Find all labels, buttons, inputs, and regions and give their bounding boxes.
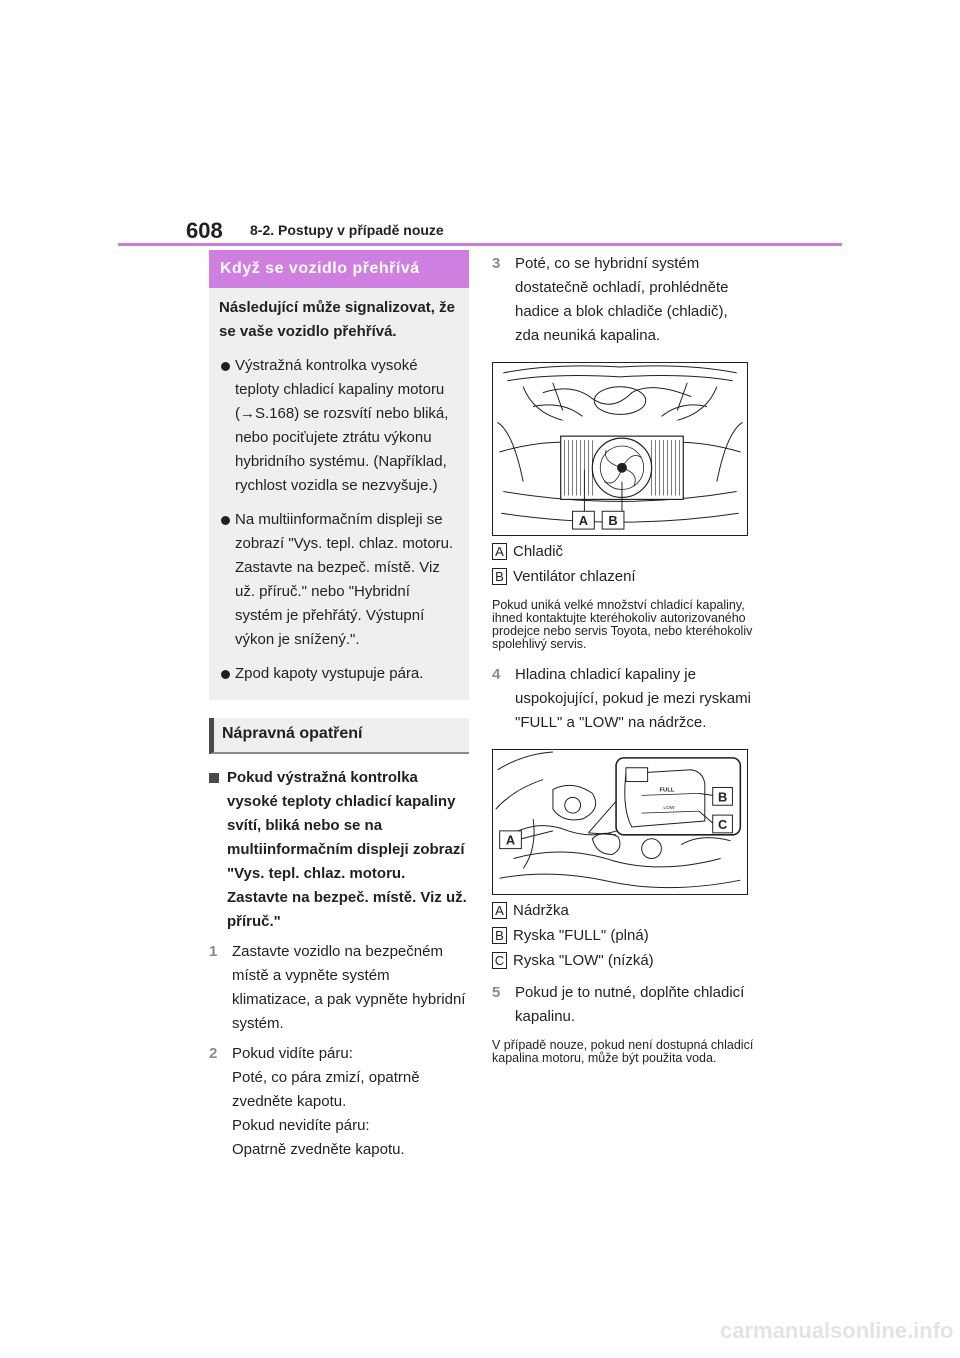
callout-c: C xyxy=(717,816,728,832)
bullet-text: Na multiinformačním displeji se zobrazí "Vys. tepl. chlaz. motoru. Zastavte na bezpeč. místě. Viz už. příruč." nebo "Hybridní systém je přehřátý. Výstupní výkon je snížený.". xyxy=(235,511,454,648)
bullet-item xyxy=(219,508,459,652)
callout-a: A xyxy=(578,513,589,529)
step-line: Poté, co pára zmizí, opatrně zvedněte kapotu. xyxy=(232,1069,420,1110)
remedy-heading: Nápravná opatření xyxy=(209,718,469,754)
step-4 xyxy=(492,663,754,735)
step-number: 3 xyxy=(492,255,501,272)
step-1 xyxy=(209,940,469,1036)
legend-letter: B xyxy=(492,927,507,944)
coolant-tank-drawing xyxy=(493,750,747,894)
warning-intro: Následující může signalizovat, že se vaše vozidlo přehřívá. xyxy=(219,299,455,340)
bullet-item xyxy=(219,662,459,686)
legend-letter: B xyxy=(492,568,507,585)
step-line: Pokud vidíte páru: xyxy=(232,1045,353,1062)
step-2 xyxy=(209,1042,469,1162)
step-line: Opatrně zvedněte kapotu. xyxy=(232,1141,405,1158)
condition-text: Pokud výstražná kontrolka vysoké teploty chladicí kapaliny svítí, bliká nebo se na multiinformačním displeji zobrazí "Vys. tepl. chlaz. motoru. Zastavte na bezpeč. místě. Viz už. příruč." xyxy=(227,769,467,930)
legend-item xyxy=(492,899,754,923)
callout-b: B xyxy=(608,513,618,529)
callout-a: A xyxy=(505,832,516,848)
condition-item xyxy=(209,766,469,934)
step-text: Zastavte vozidlo na bezpečném místě a vypněte systém klimatizace, a pak vypněte hybridní systém. xyxy=(232,943,466,1032)
legend-item xyxy=(492,924,754,948)
legend-text: Chladič xyxy=(513,543,564,560)
section-title: 8-2. Postupy v případě nouze xyxy=(250,222,444,238)
watermark: carmanualsonline.info xyxy=(720,1318,954,1343)
bullet-dot-icon xyxy=(221,516,230,525)
bullet-text: Výstražná kontrolka vysoké teploty chladicí kapaliny motoru (→S.168) se rozsvítí nebo bliká, nebo pociťujete ztrátu výkonu hybridního systému. (Například, rychlost vozidla se nezvyšuje.) xyxy=(235,357,449,494)
bullet-dot-icon xyxy=(221,670,230,679)
reservoir-cap xyxy=(626,768,648,782)
right-column xyxy=(492,252,754,1065)
legend-item xyxy=(492,540,754,564)
legend-text: Ryska "LOW" (nízká) xyxy=(513,952,654,969)
legend-text: Nádržka xyxy=(513,902,569,919)
bullet-text: Zpod kapoty vystupuje pára. xyxy=(235,665,424,682)
legend-item xyxy=(492,949,754,973)
overheat-heading: Když se vozidlo přehřívá xyxy=(209,250,469,288)
bullet-item xyxy=(219,354,459,498)
step-number: 1 xyxy=(209,943,218,960)
legend-letter: C xyxy=(492,952,507,969)
radiator-illustration xyxy=(492,362,748,536)
header-rule xyxy=(118,243,842,246)
tank-full-mark: FULL xyxy=(659,787,675,794)
legend-letter: A xyxy=(492,902,507,919)
legend-item xyxy=(492,565,754,589)
bullet-dot-icon xyxy=(221,362,230,371)
fan-hub xyxy=(617,463,627,473)
step-number: 5 xyxy=(492,984,501,1001)
tank-low-mark: LOW xyxy=(663,806,675,812)
square-bullet-icon xyxy=(209,773,219,783)
water-note: V případě nouze, pokud není dostupná chladicí kapalina motoru, může být použita voda. xyxy=(492,1038,754,1065)
step-3 xyxy=(492,252,754,348)
coolant-tank-illustration xyxy=(492,749,748,895)
page-number: 608 xyxy=(186,218,223,243)
leak-note: Pokud uniká velké množství chladicí kapaliny, ihned kontaktujte kteréhokoliv autorizovaného prodejce nebo servis Toyota, nebo kteréhokoliv spolehlivý servis. xyxy=(492,598,753,651)
legend-text: Ryska "FULL" (plná) xyxy=(513,927,649,944)
legend-letter: A xyxy=(492,543,507,560)
step-line: Pokud nevidíte páru: xyxy=(232,1117,370,1134)
callout-b: B xyxy=(717,789,728,805)
left-column xyxy=(209,250,469,1162)
step-5 xyxy=(492,981,754,1029)
step-number: 4 xyxy=(492,666,501,683)
step-text: Hladina chladicí kapaliny je uspokojující, pokud je mezi ryskami "FULL" a "LOW" na nádržce. xyxy=(515,666,751,731)
radiator-drawing xyxy=(493,363,747,535)
step-text: Poté, co se hybridní systém dostatečně ochladí, prohlédněte hadice a blok chladiče (chladič), zda neuniká kapalina. xyxy=(515,255,729,344)
warning-box xyxy=(209,288,469,700)
step-number: 2 xyxy=(209,1045,218,1062)
step-text: Pokud je to nutné, doplňte chladicí kapalinu. xyxy=(515,984,745,1025)
legend-text: Ventilátor chlazení xyxy=(513,568,636,585)
